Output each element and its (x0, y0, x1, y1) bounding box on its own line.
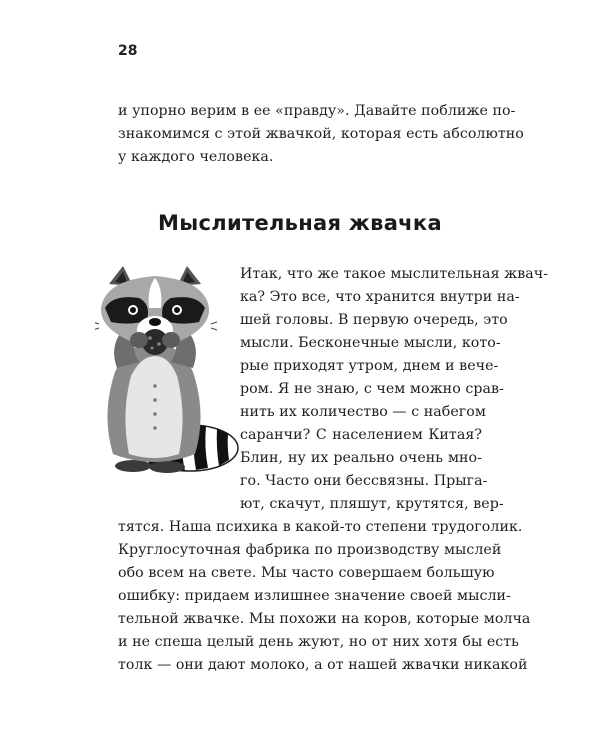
intro-line: знакомимся с этой жвачкой, которая есть абсолютно (118, 126, 524, 142)
body-line: ошибку: придаем излишнее значение своей мысли- (118, 588, 511, 604)
intro-line: у каждого человека. (118, 149, 274, 165)
wrapped-line: рые приходят утром, днем и вече- (240, 358, 499, 374)
wrapped-line: шей головы. В первую очередь, это (240, 312, 508, 328)
wrapped-line: нить их количество — с набегом (240, 404, 486, 420)
wrapped-line: саранчи? С населением Китая? (240, 427, 482, 443)
body-line: тятся. Наша психика в какой-то степени трудоголик. (118, 519, 523, 535)
wrapped-line: ка? Это все, что хранится внутри на- (240, 289, 520, 305)
wrapped-line: Блин, ну их реально очень мно- (240, 450, 482, 466)
body-line: обо всем на свете. Мы часто совершаем большую (118, 565, 495, 581)
body-line: толк — они дают молоко, а от нашей жвачки никакой (118, 657, 528, 673)
body-line: Круглосуточная фабрика по производству мыслей (118, 542, 502, 558)
wrapped-line: мысли. Бесконечные мысли, кото- (240, 335, 501, 351)
raccoon-illustration (95, 264, 245, 476)
body-line: тельной жвачке. Мы похожи на коров, которые молча (118, 611, 531, 627)
intro-line: и упорно верим в ее «правду». Давайте поближе по- (118, 103, 516, 119)
page-number: 28 (118, 43, 138, 59)
section-heading: Мыслительная жвачка (158, 211, 442, 235)
wrapped-line: ют, скачут, пляшут, крутятся, вер- (240, 496, 504, 512)
body-line: и не спеша целый день жуют, но от них хотя бы есть (118, 634, 519, 650)
wrapped-line: Итак, что же такое мыслительная жвач- (240, 266, 549, 282)
wrapped-line: ром. Я не знаю, с чем можно срав- (240, 381, 504, 397)
wrapped-line: го. Часто они бессвязны. Прыга- (240, 473, 488, 489)
